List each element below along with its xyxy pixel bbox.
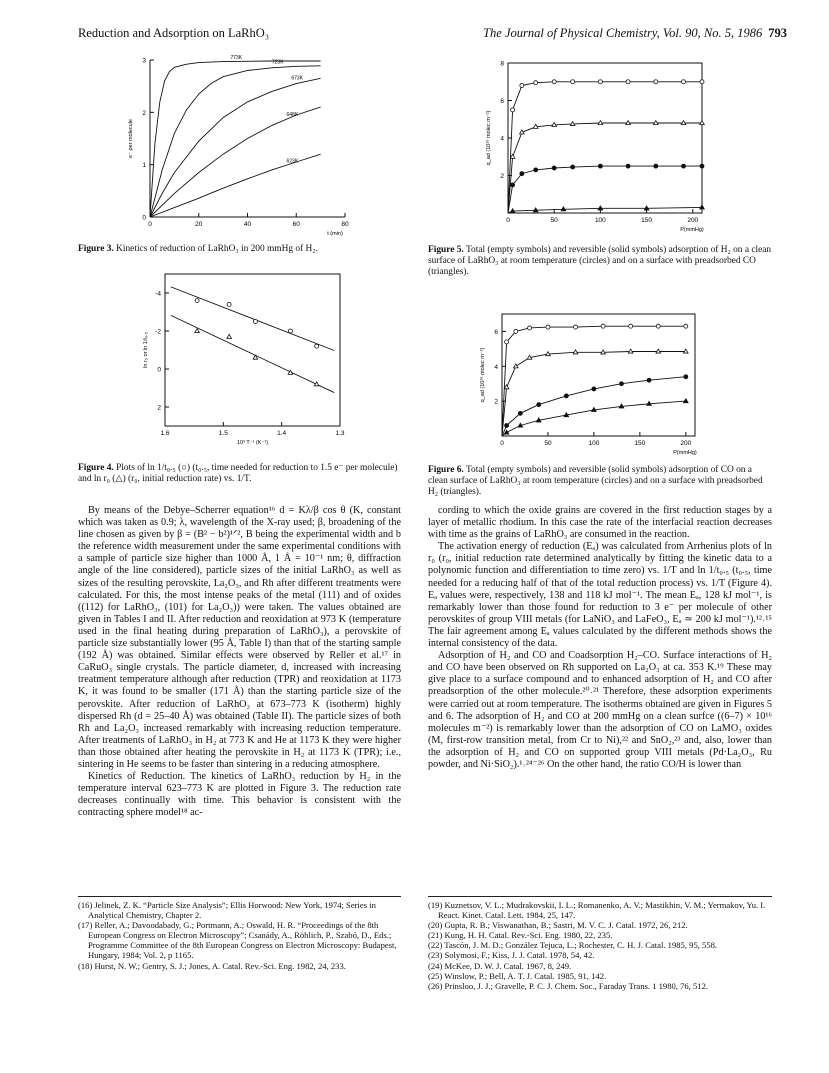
y-tick-label: 8 [500,60,504,68]
data-point [514,329,518,333]
data-point [546,352,551,356]
figure-4-caption [78,463,400,485]
x-tick-label: 60 [292,221,300,228]
series-line [502,401,686,436]
data-point [504,430,509,434]
x-tick-label: 0 [148,221,152,228]
data-point [628,349,633,353]
data-point [573,350,578,354]
plot-frame [508,63,702,213]
data-point [195,329,200,333]
series-line [508,166,702,213]
caption-text: Plots of ln 1/t₀.₅ (○) (t₀.₅, time needed for reduction to 1.5 e⁻ per molecule) and ln r₀ (△) (r₀, initial reduction rate) vs. 1/T. [78,463,398,485]
caption-label: Figure 3. [78,244,114,254]
caption-text: Kinetics of reduction of LaRhO₃ in 200 mmHg of H₂. [116,244,318,254]
x-tick-label: 40 [243,221,252,228]
data-point [626,121,631,125]
footnote: (18) Hurst, N. W.; Gentry, S. J.; Jones, A. Catal. Rev.-Sci. Eng. 1982, 24, 233. [78,960,346,971]
data-point [561,207,566,211]
paragraph: cording to which the oxide grains are covered in the first reduction stages by a layer of metallic rhodium. In this case the rate of the interfacial reaction decreases with time as the grains of LaRhO₃ are consumed in the reaction. [428,505,772,541]
x-tick-label: 200 [687,217,699,224]
data-point [505,424,509,428]
left-footnotes [78,900,401,971]
data-point [700,121,705,125]
series-label: 723K [271,59,284,66]
footnote: (24) McKee, D. W. J. Catal. 1967, 8, 249. [428,960,572,971]
data-point [626,80,630,84]
data-point [533,208,538,212]
x-tick-label: 1.6 [160,430,170,437]
data-point [527,355,532,359]
y-tick-label: 2 [142,109,146,117]
paragraph: Kinetics of Reduction. The kinetics of LaRhO₃ reduction by H₂ in the temperature interval 623–773 K are plotted in Figure 3. The reduction rate decreases continually with time. This behavior is consistent with the contracting sphere model¹⁸ ac- [78,771,401,819]
data-point [682,164,686,168]
data-point [195,299,199,303]
footnote: (25) Winslow, P.; Bell, A. T. J. Catal. 1985, 91, 142. [428,970,607,981]
series-line [502,326,686,436]
data-point [647,378,651,382]
y-tick-label: 6 [500,98,504,105]
figure-6-caption [428,465,772,499]
data-point [520,172,524,176]
x-tick-label: 200 [680,440,692,447]
right-column [428,505,772,771]
data-point [598,164,602,168]
series-line [502,377,686,436]
journal-citation: The Journal of Physical Chemistry, Vol. 90, No. 5, 1986 [483,26,763,40]
caption-text: Total (empty symbols) and reversible (solid symbols) adsorption of H₂ on a clean surface of LaRhO₃ at room temperature (circles) and on a surface with preadsorbed CO (triangles). [428,245,772,278]
x-tick-label: 150 [641,217,653,224]
data-point [684,375,688,379]
y-tick-label: 0 [157,366,161,374]
y-axis-label: e⁻ per molecule [128,119,134,158]
footnote: (17) Reller, A.; Davoodabady, G.; Portmann, A.; Oswald, H. R. “Proceedings of the 8th European Congress on Electron Microscopy”; Csanády, A., Röhlich, P., Szabó, D., Eds.; Programme Committee of the 8th European Congress on Electron Microscopy: Budapest, Hungary, 1984; Vol. 2, p 1165. [78,920,397,961]
x-axis-label: 10³ T⁻¹ (K⁻¹) [236,440,269,446]
caption-label: Figure 5. [428,245,464,255]
x-tick-label: 1.5 [218,430,228,437]
data-point [700,80,704,84]
x-tick-label: 100 [594,217,606,224]
caption-label: Figure 6. [428,465,464,475]
data-point [315,344,319,348]
data-point [518,423,523,427]
data-point [537,403,541,407]
series-line [150,75,321,217]
footnote: (16) Jelinek, Z. K. “Particle Size Analysis”; Ellis Horwood: New York, 1974; Series in Analytical Chemistry, Chapter 2. [78,900,376,921]
data-point [227,302,231,306]
data-point [570,122,575,126]
x-axis-label: P(mmHg) [680,227,704,233]
x-tick-label: 50 [544,440,552,447]
data-point [598,206,603,210]
x-tick-label: 150 [634,440,646,447]
figure-3-chart [120,52,370,242]
x-tick-label: 1.4 [277,430,287,437]
y-tick-label: 2 [494,398,498,406]
y-tick-label: 2 [157,404,161,412]
data-point [520,84,524,88]
x-axis-label: P(mmHg) [673,450,697,456]
data-point [684,399,689,403]
figure-6-chart [470,306,720,461]
x-tick-label: 100 [588,440,600,447]
data-point [227,334,232,338]
data-point [552,80,556,84]
y-tick-label: 1 [142,162,146,170]
data-point [601,350,606,354]
footnote: (22) Tascón, J. M. D.; González Tejuca, L.; Rochester, C. H. J. Catal. 1985, 95, 558. [428,940,718,951]
data-point [533,124,538,128]
series-label: 623K [286,158,299,165]
data-point [574,325,578,329]
data-point [644,206,649,210]
series-line [508,82,702,213]
data-point [534,81,538,85]
data-point [682,80,686,84]
y-axis-label: q_ad (10¹⁶ molec m⁻²) [486,110,492,166]
data-point [571,165,575,169]
data-point [571,80,575,84]
figure-5-chart [470,55,720,240]
data-point [619,404,624,408]
y-axis-label: q_ad (10¹⁶ molec m⁻²) [480,347,486,403]
data-point [592,387,596,391]
data-point [598,121,603,125]
footnote: (20) Gupta, R. B.; Viswanathan, B.; Sastri, M. V. C. J. Catal. 1972, 26, 212. [428,920,688,931]
data-point [629,324,633,328]
x-tick-label: 0 [506,217,510,224]
series-label: 673K [291,75,304,82]
data-point [601,324,605,328]
x-tick-label: 80 [341,221,349,228]
data-point [504,385,509,389]
data-point [598,80,602,84]
x-tick-label: 0 [500,440,504,447]
data-point [511,108,515,112]
data-point [253,320,257,324]
series-label: 773K [230,55,243,62]
paragraph: The activation energy of reduction (Eₐ) was calculated from Arrhenius plots of ln r₀ (r₀, initial reduction rate determined analytically by fitting the kinetic data to a polynomic function and differentiation to time zero) vs. 1/T and ln 1/t₀.₅ (t₀.₅, time needed for a reducing half of that of the total reduction process) vs. 1/T (Figure 4). Eₐ values were, respectively, 138 and 118 kJ mol⁻¹. The mean Eₐ, 128 kJ mol⁻¹, is remarkably lower than those found for reduction to 3 e⁻ per molecule of other perovskites of group VIII metals (for LaNiO₃ and LaFeO₃, Eₐ ≃ 200 kJ mol⁻¹).¹²˒¹⁵ The fair agreement among Eₐ values calculated by the different methods shows the internal consistency of the data. [428,541,772,650]
x-tick-label: 1.3 [335,430,345,437]
data-point [288,329,292,333]
data-point [534,168,538,172]
footnote-divider [78,896,401,897]
data-point [546,325,550,329]
data-point [654,164,658,168]
figure-3-caption [78,244,398,255]
series-line [171,315,334,392]
left-column [78,505,401,819]
caption-label: Figure 4. [78,463,114,473]
data-point [656,349,661,353]
data-point [518,411,522,415]
footnote-divider [428,896,772,897]
x-tick-label: 20 [195,221,203,228]
data-point [564,413,569,417]
data-point [654,121,659,125]
footnote: (23) Solymosi, F.; Kiss, J. J. Catal. 1978, 54, 42. [428,950,595,961]
footnote: (21) Kung, H. H. Catal. Rev.-Sci. Eng. 1980, 22, 235. [428,930,613,941]
series-line [171,287,334,351]
y-tick-label: -2 [155,328,161,336]
footnote: (26) Prinsloo, J. J.; Gravelle, P. C. J. Chem. Soc., Faraday Trans. 1 1980, 76, 512. [428,980,709,991]
y-tick-label: 4 [494,363,498,371]
plot-frame [165,274,340,426]
y-tick-label: 2 [500,173,504,180]
data-point [684,324,688,328]
x-axis-label: t (min) [327,231,343,237]
figure-4-chart [135,268,360,448]
data-point [647,401,652,405]
paragraph: Adsorption of H₂ and CO and Coadsorption H₂–CO. Surface interactions of H₂ and CO have been observed on Rh supported on La₂O₃ at ca. 353 K.¹⁹ These may give place to a surface compound and to enhanced adsorption of H₂ and CO after preadsorption of the other molecule.²⁰˒²¹ Therefore, these adsorption experiments were carried out at room temperature. The isotherms obtained are given in Figures 5 and 6. The adsorption of H₂ and CO at 200 mmHg on a clean surfce ((6–7) × 10¹⁶ molecules m⁻²) is remarkably lower than the adsorption of CO on LaMO₃ oxides (M, first-row transition metal, from Cr to Ni),²² and SnO₂,²³ and, also, lower than the adsorption of H₂ and CO on supported group VIII metals (Pd·La₂O₃, Ru powder, and Ni·SiO₂).¹˒²⁴⁻²⁶ On the other hand, the ratio CO/H is lower than [428,650,772,770]
y-axis-label: ln r₀ or ln 1/t₀.₅ [143,332,149,368]
data-point [513,364,518,368]
series-label: 648K [286,112,299,119]
data-point [626,164,630,168]
caption-text: Total (empty symbols) and reversible (solid symbols) adsorption of CO on a clean surface of LaRhO₃ at room temperature (circles) and on a surface with preadsorbed H₂ (triangles). [428,465,763,498]
data-point [592,407,597,411]
data-point [619,382,623,386]
paragraph: By means of the Debye–Scherrer equation¹⁶ d = Kλ/β cos θ (K, constant which was taken as 0.9; λ, wavelength of the X-ray used; β, broadening of the line chosen as given by β = (B² − b²)¹ᐟ², B being the experimental width and b the reference width measurement under the same experimental conditions with a sample of particle size higher than 1000 Å, 1 Å = 10⁻¹ nm; θ, diffraction angle of the line considered), particle sizes of the initial LaRhO₃ as well as sizes of the resulting perovskite, La₂O₃, and Rh after different treatments were calculated. For this, the most intense peaks of the metal (111) and of oxides ((112) for LaRhO₃, (101) for La₂O₃)) were taken. The values obtained are given in Tables I and II. After reduction and reoxidation at 973 K (temperature used in the final heating during preparation of LaRhO₃), a perovskite of particle size substantially lower (95 Å, Table I) than that of the starting sample (192 Å) was obtained. Similar effects were observed by Reller et al.¹⁷ in CaRuO₃ single crystals. The particle diameter, d, increased with increasing treatment temperature although after reduction (TPR) and reoxidation at 1173 K, it was found to be smaller (171 Å) than the starting particle size of the perovskite. After reduction of LaRhO₃ at 673–773 K (isotherm) highly dispersed Rh (d = 25–40 Å) was obtained (Table II). The particle sizes of both Rh and La₂O₃ increased remarkably with increasing reduction temperature. After treatments of LaRhO₃ in H₂ at 773 K and He at 1173 K they were higher than those obtained after heating the perovskite in H₂ at 1173 K (TPR); i.e., sintering in He seems to be faster than sintering in a reducing atmosphere. [78,505,401,770]
y-tick-label: 0 [142,214,146,222]
data-point [700,205,705,209]
data-point [536,418,541,422]
data-point [681,121,686,125]
data-point [510,209,515,213]
data-point [528,326,532,330]
figure-5-caption [428,245,772,279]
data-point [520,130,525,134]
right-footnotes [428,900,772,991]
running-title: Reduction and Adsorption on LaRhO₃ [78,26,270,40]
y-tick-label: 3 [142,57,146,65]
data-point [654,80,658,84]
data-point [552,122,557,126]
data-point [700,164,704,168]
data-point [505,340,509,344]
series-line [150,66,321,217]
plot-frame [502,314,695,436]
data-point [314,382,319,386]
y-tick-label: 6 [494,328,498,336]
data-point [552,166,556,170]
data-point [656,324,660,328]
page-number: 793 [768,26,787,40]
data-point [511,183,515,187]
data-point [684,349,689,353]
data-point [564,394,568,398]
footnote: (19) Kuznetsov, V. L.; Mudrakovskii, I. L.; Romanenko, A. V.; Mastikhin, V. M.; Yermakov, Yu. I. React. Kinet. Catal. Lett. 1984, 25, 147. [428,900,766,921]
journal-header [483,26,787,41]
x-tick-label: 50 [550,217,558,224]
y-tick-label: 4 [500,135,504,143]
y-tick-label: -4 [155,290,161,298]
